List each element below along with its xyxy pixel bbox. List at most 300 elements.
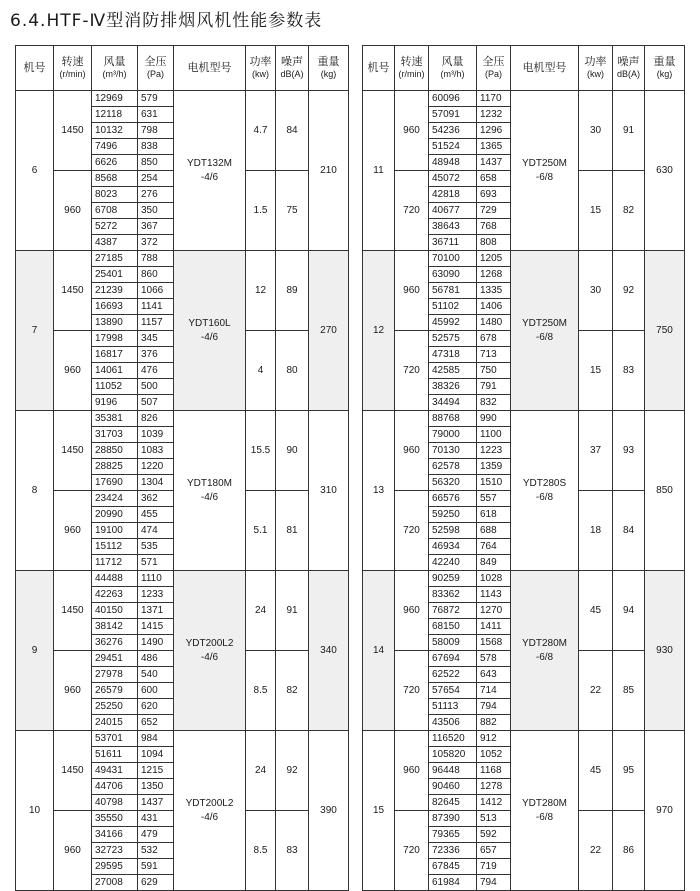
header-noise: 噪声 dB(A)	[276, 46, 309, 91]
power-cell: 30	[579, 251, 613, 331]
flow-cell: 83362	[429, 587, 477, 603]
table-row	[363, 731, 685, 747]
flow-cell: 96448	[429, 763, 477, 779]
speed-cell: 960	[54, 811, 92, 891]
pressure-cell: 1304	[138, 475, 174, 491]
right-table-body	[363, 91, 685, 891]
flow-cell: 105820	[429, 747, 477, 763]
pressure-cell: 1232	[477, 107, 511, 123]
power-cell: 45	[579, 731, 613, 811]
flow-cell: 34494	[429, 395, 477, 411]
header-motor: 电机型号	[174, 46, 246, 91]
pressure-cell: 794	[477, 699, 511, 715]
pressure-cell: 788	[138, 251, 174, 267]
flow-cell: 16693	[92, 299, 138, 315]
flow-cell: 11712	[92, 555, 138, 571]
flow-cell: 60096	[429, 91, 477, 107]
pressure-cell: 431	[138, 811, 174, 827]
flow-cell: 87390	[429, 811, 477, 827]
flow-cell: 16817	[92, 347, 138, 363]
noise-cell: 81	[276, 491, 309, 571]
flow-cell: 53701	[92, 731, 138, 747]
flow-cell: 66576	[429, 491, 477, 507]
flow-cell: 42585	[429, 363, 477, 379]
noise-cell: 84	[276, 91, 309, 171]
pressure-cell: 1205	[477, 251, 511, 267]
pressure-cell: 486	[138, 651, 174, 667]
pressure-cell: 657	[477, 843, 511, 859]
speed-cell: 960	[54, 171, 92, 251]
flow-cell: 25250	[92, 699, 138, 715]
header-speed: 转速 (r/min)	[395, 46, 429, 91]
motor-model-cell	[511, 571, 579, 731]
noise-cell: 93	[613, 411, 645, 491]
header-flow: 风量 (m³/h)	[429, 46, 477, 91]
machine-number-cell: 8	[16, 411, 54, 571]
pressure-cell: 362	[138, 491, 174, 507]
flow-cell: 11052	[92, 379, 138, 395]
header-row	[363, 46, 685, 91]
pressure-cell: 618	[477, 507, 511, 523]
speed-cell: 720	[395, 491, 429, 571]
flow-cell: 62522	[429, 667, 477, 683]
table-row	[363, 91, 685, 107]
flow-cell: 20990	[92, 507, 138, 523]
pressure-cell: 1568	[477, 635, 511, 651]
motor-model-text: YDT132M -4/6	[186, 157, 232, 183]
pressure-cell: 1335	[477, 283, 511, 299]
table-row	[16, 571, 349, 587]
power-cell: 15.5	[246, 411, 276, 491]
motor-model-text: YDT180M -4/6	[186, 477, 232, 503]
flow-cell: 51113	[429, 699, 477, 715]
flow-cell: 12969	[92, 91, 138, 107]
pressure-cell: 798	[138, 123, 174, 139]
pressure-cell: 1296	[477, 123, 511, 139]
flow-cell: 45992	[429, 315, 477, 331]
pressure-cell: 750	[477, 363, 511, 379]
table-row	[363, 251, 685, 267]
pressure-cell: 476	[138, 363, 174, 379]
speed-cell: 720	[395, 171, 429, 251]
flow-cell: 82645	[429, 795, 477, 811]
weight-cell: 270	[309, 251, 349, 411]
speed-cell: 1450	[54, 571, 92, 651]
flow-cell: 63090	[429, 267, 477, 283]
pressure-cell: 557	[477, 491, 511, 507]
flow-cell: 79365	[429, 827, 477, 843]
flow-cell: 13890	[92, 315, 138, 331]
pressure-cell: 1157	[138, 315, 174, 331]
speed-cell: 1450	[54, 251, 92, 331]
power-cell: 15	[579, 331, 613, 411]
pressure-cell: 629	[138, 875, 174, 891]
pressure-cell: 372	[138, 235, 174, 251]
weight-cell: 930	[645, 571, 685, 731]
pressure-cell: 1039	[138, 427, 174, 443]
flow-cell: 21239	[92, 283, 138, 299]
pressure-cell: 1083	[138, 443, 174, 459]
pressure-cell: 688	[477, 523, 511, 539]
motor-model-text: YDT200L2 -4/6	[185, 797, 234, 823]
pressure-cell: 1412	[477, 795, 511, 811]
flow-cell: 36711	[429, 235, 477, 251]
power-cell: 8.5	[246, 651, 276, 731]
power-cell: 12	[246, 251, 276, 331]
flow-cell: 28825	[92, 459, 138, 475]
flow-cell: 29595	[92, 859, 138, 875]
flow-cell: 47318	[429, 347, 477, 363]
right-performance-table	[362, 45, 685, 891]
speed-cell: 720	[395, 651, 429, 731]
flow-cell: 58009	[429, 635, 477, 651]
flow-cell: 48948	[429, 155, 477, 171]
flow-cell: 25401	[92, 267, 138, 283]
power-cell: 4	[246, 331, 276, 411]
flow-cell: 34166	[92, 827, 138, 843]
flow-cell: 70100	[429, 251, 477, 267]
pressure-cell: 990	[477, 411, 511, 427]
pressure-cell: 1143	[477, 587, 511, 603]
pressure-cell: 600	[138, 683, 174, 699]
pressure-cell: 768	[477, 219, 511, 235]
pressure-cell: 652	[138, 715, 174, 731]
flow-cell: 88768	[429, 411, 477, 427]
motor-model-text: YDT280M -6/8	[521, 637, 567, 663]
pressure-cell: 276	[138, 187, 174, 203]
pressure-cell: 658	[477, 171, 511, 187]
pressure-cell: 860	[138, 267, 174, 283]
pressure-cell: 1490	[138, 635, 174, 651]
flow-cell: 67845	[429, 859, 477, 875]
pressure-cell: 1480	[477, 315, 511, 331]
flow-cell: 57654	[429, 683, 477, 699]
header-power: 功率 (kw)	[246, 46, 276, 91]
flow-cell: 42263	[92, 587, 138, 603]
flow-cell: 49431	[92, 763, 138, 779]
weight-cell: 210	[309, 91, 349, 251]
page-title: 6.4.HTF-Ⅳ型消防排烟风机性能参数表	[10, 11, 323, 31]
flow-cell: 17998	[92, 331, 138, 347]
pressure-cell: 1028	[477, 571, 511, 587]
power-cell: 45	[579, 571, 613, 651]
flow-cell: 59250	[429, 507, 477, 523]
power-cell: 24	[246, 571, 276, 651]
flow-cell: 43506	[429, 715, 477, 731]
motor-model-cell	[174, 411, 246, 571]
motor-model-text: YDT250M -6/8	[521, 317, 567, 343]
flow-cell: 29451	[92, 651, 138, 667]
pressure-cell: 764	[477, 539, 511, 555]
flow-cell: 42240	[429, 555, 477, 571]
flow-cell: 51524	[429, 139, 477, 155]
flow-cell: 35550	[92, 811, 138, 827]
pressure-cell: 1371	[138, 603, 174, 619]
noise-cell: 83	[613, 331, 645, 411]
pressure-cell: 631	[138, 107, 174, 123]
pressure-cell: 474	[138, 523, 174, 539]
power-cell: 8.5	[246, 811, 276, 891]
pressure-cell: 794	[477, 875, 511, 891]
speed-cell: 960	[54, 331, 92, 411]
pressure-cell: 254	[138, 171, 174, 187]
table-row	[363, 411, 685, 427]
pressure-cell: 367	[138, 219, 174, 235]
pressure-cell: 1141	[138, 299, 174, 315]
flow-cell: 70130	[429, 443, 477, 459]
pressure-cell: 592	[477, 827, 511, 843]
power-cell: 4.7	[246, 91, 276, 171]
speed-cell: 960	[395, 411, 429, 491]
pressure-cell: 1170	[477, 91, 511, 107]
pressure-cell: 1415	[138, 619, 174, 635]
pressure-cell: 1168	[477, 763, 511, 779]
pressure-cell: 713	[477, 347, 511, 363]
pressure-cell: 838	[138, 139, 174, 155]
pressure-cell: 643	[477, 667, 511, 683]
header-noise: 噪声 dB(A)	[613, 46, 645, 91]
weight-cell: 630	[645, 91, 685, 251]
machine-number-cell: 15	[363, 731, 395, 891]
flow-cell: 26579	[92, 683, 138, 699]
table-row	[16, 91, 349, 107]
pressure-cell: 1233	[138, 587, 174, 603]
header-motor: 电机型号	[511, 46, 579, 91]
noise-cell: 85	[613, 651, 645, 731]
flow-cell: 36276	[92, 635, 138, 651]
weight-cell: 750	[645, 251, 685, 411]
machine-number-cell: 10	[16, 731, 54, 891]
flow-cell: 44488	[92, 571, 138, 587]
pressure-cell: 532	[138, 843, 174, 859]
weight-cell: 310	[309, 411, 349, 571]
noise-cell: 84	[613, 491, 645, 571]
pressure-cell: 591	[138, 859, 174, 875]
machine-number-cell: 7	[16, 251, 54, 411]
pressure-cell: 507	[138, 395, 174, 411]
weight-cell: 340	[309, 571, 349, 731]
flow-cell: 40150	[92, 603, 138, 619]
flow-cell: 54236	[429, 123, 477, 139]
speed-cell: 720	[395, 331, 429, 411]
flow-cell: 52575	[429, 331, 477, 347]
pressure-cell: 791	[477, 379, 511, 395]
motor-model-text: YDT280M -6/8	[521, 797, 567, 823]
flow-cell: 38643	[429, 219, 477, 235]
machine-number-cell: 12	[363, 251, 395, 411]
flow-cell: 116520	[429, 731, 477, 747]
flow-cell: 62578	[429, 459, 477, 475]
pressure-cell: 1437	[477, 155, 511, 171]
noise-cell: 83	[276, 811, 309, 891]
noise-cell: 89	[276, 251, 309, 331]
speed-cell: 1450	[54, 91, 92, 171]
motor-model-cell	[174, 91, 246, 251]
pressure-cell: 1052	[477, 747, 511, 763]
pressure-cell: 1094	[138, 747, 174, 763]
power-cell: 30	[579, 91, 613, 171]
noise-cell: 94	[613, 571, 645, 651]
pressure-cell: 1278	[477, 779, 511, 795]
flow-cell: 24015	[92, 715, 138, 731]
machine-number-cell: 14	[363, 571, 395, 731]
noise-cell: 75	[276, 171, 309, 251]
power-cell: 24	[246, 731, 276, 811]
flow-cell: 19100	[92, 523, 138, 539]
pressure-cell: 1437	[138, 795, 174, 811]
flow-cell: 6626	[92, 155, 138, 171]
pressure-cell: 1215	[138, 763, 174, 779]
pressure-cell: 1110	[138, 571, 174, 587]
motor-model-text: YDT250M -6/8	[521, 157, 567, 183]
pressure-cell: 345	[138, 331, 174, 347]
motor-model-cell	[511, 411, 579, 571]
motor-model-cell	[511, 731, 579, 891]
speed-cell: 960	[395, 91, 429, 171]
pressure-cell: 678	[477, 331, 511, 347]
noise-cell: 92	[276, 731, 309, 811]
flow-cell: 10132	[92, 123, 138, 139]
header-flow: 风量 (m³/h)	[92, 46, 138, 91]
flow-cell: 52598	[429, 523, 477, 539]
header-pressure: 全压 (Pa)	[477, 46, 511, 91]
flow-cell: 51611	[92, 747, 138, 763]
flow-cell: 90259	[429, 571, 477, 587]
flow-cell: 38142	[92, 619, 138, 635]
power-cell: 18	[579, 491, 613, 571]
pressure-cell: 513	[477, 811, 511, 827]
flow-cell: 7496	[92, 139, 138, 155]
pressure-cell: 912	[477, 731, 511, 747]
pressure-cell: 540	[138, 667, 174, 683]
pressure-cell: 1510	[477, 475, 511, 491]
noise-cell: 82	[276, 651, 309, 731]
flow-cell: 38326	[429, 379, 477, 395]
speed-cell: 960	[395, 251, 429, 331]
flow-cell: 56320	[429, 475, 477, 491]
pressure-cell: 826	[138, 411, 174, 427]
noise-cell: 90	[276, 411, 309, 491]
speed-cell: 720	[395, 811, 429, 891]
flow-cell: 14061	[92, 363, 138, 379]
flow-cell: 27185	[92, 251, 138, 267]
motor-model-text: YDT280S -6/8	[522, 477, 567, 503]
machine-number-cell: 9	[16, 571, 54, 731]
machine-number-cell: 6	[16, 91, 54, 251]
motor-model-text: YDT200L2 -4/6	[185, 637, 234, 663]
flow-cell: 8023	[92, 187, 138, 203]
machine-number-cell: 13	[363, 411, 395, 571]
speed-cell: 1450	[54, 731, 92, 811]
pressure-cell: 1359	[477, 459, 511, 475]
header-weight: 重量 (kg)	[645, 46, 685, 91]
table-row	[363, 571, 685, 587]
pressure-cell: 1100	[477, 427, 511, 443]
flow-cell: 90460	[429, 779, 477, 795]
noise-cell: 80	[276, 331, 309, 411]
motor-model-cell	[174, 731, 246, 891]
power-cell: 1.5	[246, 171, 276, 251]
pressure-cell: 808	[477, 235, 511, 251]
power-cell: 22	[579, 811, 613, 891]
flow-cell: 42818	[429, 187, 477, 203]
flow-cell: 8568	[92, 171, 138, 187]
weight-cell: 390	[309, 731, 349, 891]
pressure-cell: 579	[138, 91, 174, 107]
noise-cell: 95	[613, 731, 645, 811]
flow-cell: 61984	[429, 875, 477, 891]
flow-cell: 17690	[92, 475, 138, 491]
flow-cell: 15112	[92, 539, 138, 555]
pressure-cell: 1406	[477, 299, 511, 315]
table-row	[16, 251, 349, 267]
flow-cell: 4387	[92, 235, 138, 251]
flow-cell: 72336	[429, 843, 477, 859]
header-model: 机号	[363, 46, 395, 91]
noise-cell: 91	[276, 571, 309, 651]
machine-number-cell: 11	[363, 91, 395, 251]
pressure-cell: 850	[138, 155, 174, 171]
pressure-cell: 455	[138, 507, 174, 523]
flow-cell: 27008	[92, 875, 138, 891]
pressure-cell: 1066	[138, 283, 174, 299]
pressure-cell: 1270	[477, 603, 511, 619]
pressure-cell: 376	[138, 347, 174, 363]
left-performance-table	[15, 45, 349, 891]
power-cell: 15	[579, 171, 613, 251]
pressure-cell: 882	[477, 715, 511, 731]
pressure-cell: 1350	[138, 779, 174, 795]
motor-model-cell	[511, 91, 579, 251]
noise-cell: 91	[613, 91, 645, 171]
table-row	[16, 411, 349, 427]
flow-cell: 27978	[92, 667, 138, 683]
header-weight: 重量 (kg)	[309, 46, 349, 91]
flow-cell: 31703	[92, 427, 138, 443]
speed-cell: 960	[54, 651, 92, 731]
pressure-cell: 729	[477, 203, 511, 219]
flow-cell: 51102	[429, 299, 477, 315]
flow-cell: 12118	[92, 107, 138, 123]
flow-cell: 28850	[92, 443, 138, 459]
flow-cell: 32723	[92, 843, 138, 859]
pressure-cell: 714	[477, 683, 511, 699]
pressure-cell: 571	[138, 555, 174, 571]
pressure-cell: 500	[138, 379, 174, 395]
pressure-cell: 984	[138, 731, 174, 747]
flow-cell: 40677	[429, 203, 477, 219]
flow-cell: 56781	[429, 283, 477, 299]
flow-cell: 9196	[92, 395, 138, 411]
pressure-cell: 1411	[477, 619, 511, 635]
flow-cell: 67694	[429, 651, 477, 667]
noise-cell: 86	[613, 811, 645, 891]
header-pressure: 全压 (Pa)	[138, 46, 174, 91]
left-table-body	[16, 91, 349, 891]
pressure-cell: 1220	[138, 459, 174, 475]
speed-cell: 960	[395, 571, 429, 651]
power-cell: 37	[579, 411, 613, 491]
pressure-cell: 849	[477, 555, 511, 571]
flow-cell: 5272	[92, 219, 138, 235]
pressure-cell: 479	[138, 827, 174, 843]
flow-cell: 45072	[429, 171, 477, 187]
power-cell: 22	[579, 651, 613, 731]
noise-cell: 92	[613, 251, 645, 331]
flow-cell: 40798	[92, 795, 138, 811]
pressure-cell: 1365	[477, 139, 511, 155]
pressure-cell: 1268	[477, 267, 511, 283]
